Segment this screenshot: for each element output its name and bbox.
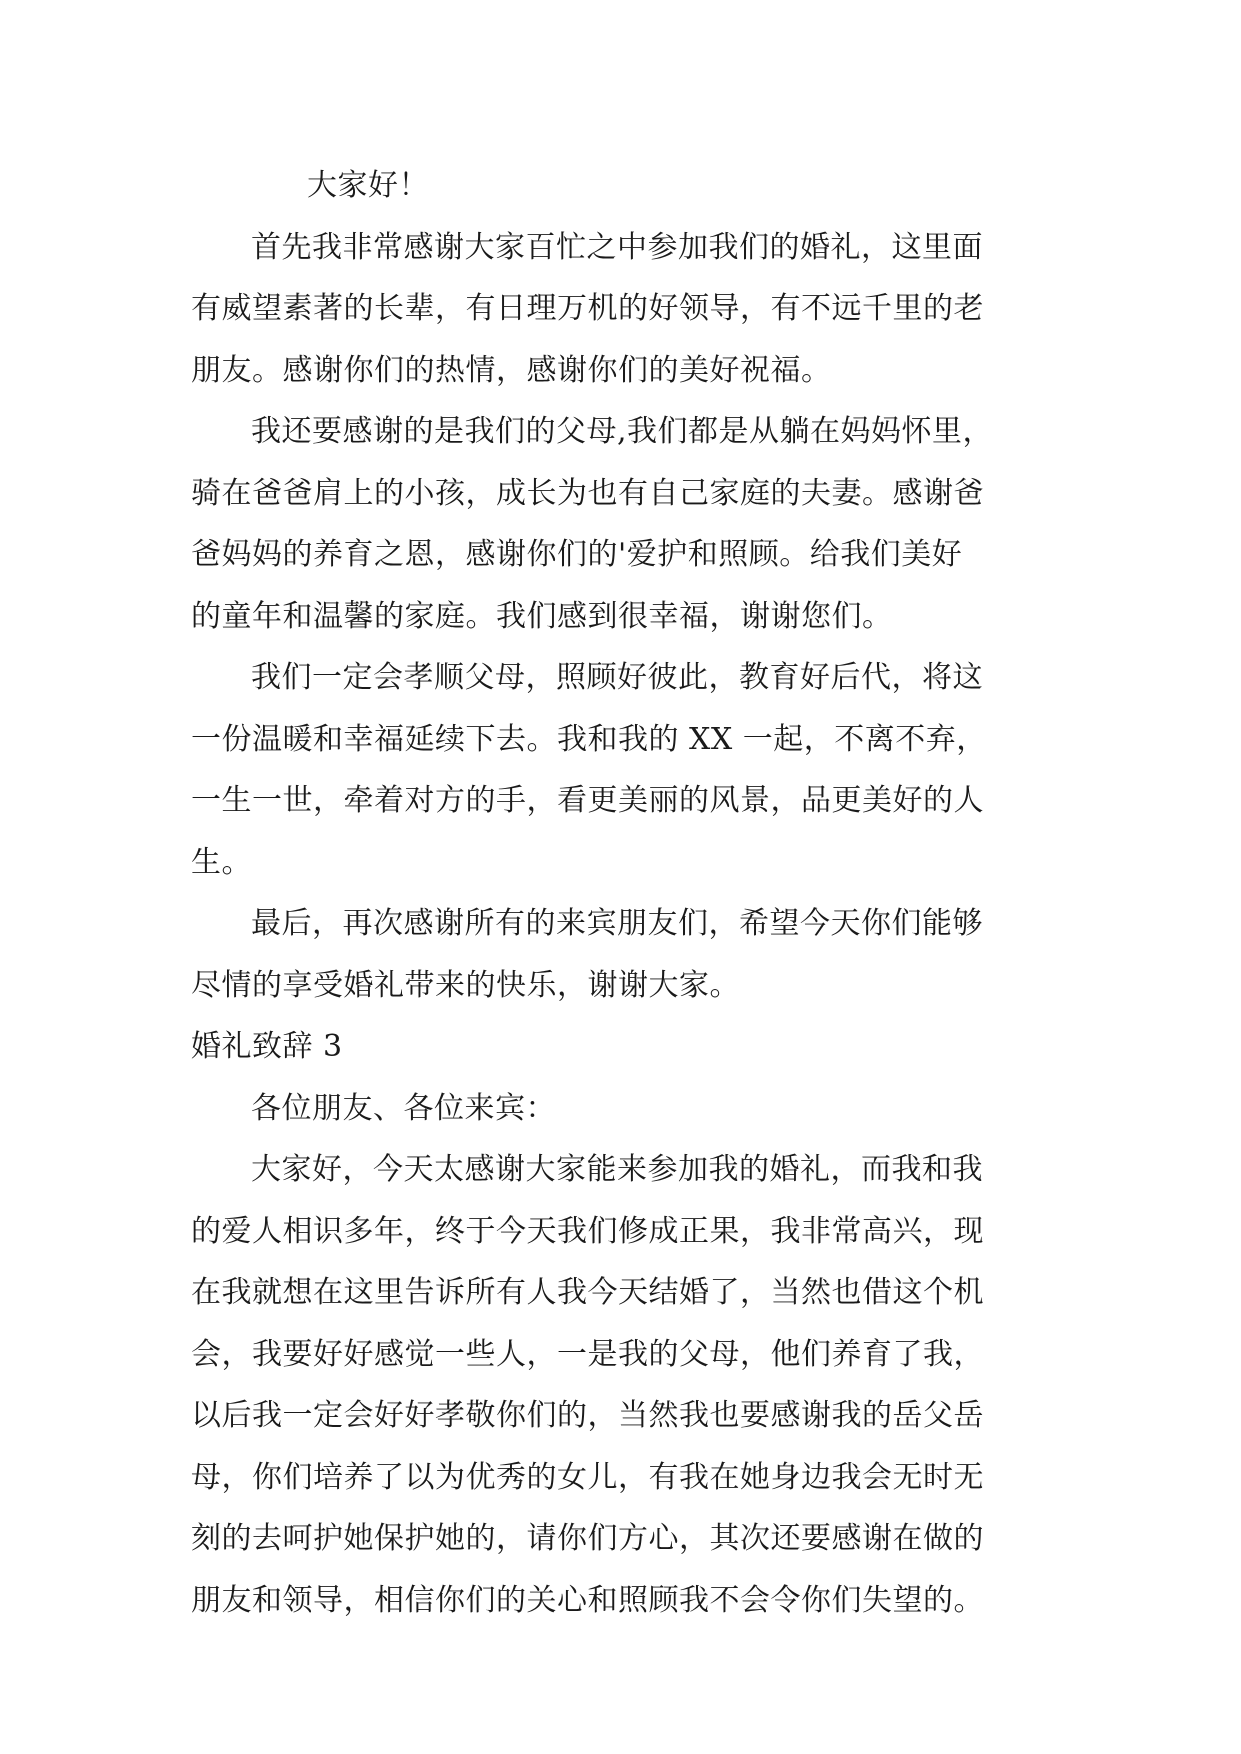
text-line: 朋友。感谢你们的热情，感谢你们的美好祝福。 bbox=[191, 352, 832, 388]
text-line: 的童年和温馨的家庭。我们感到很幸福，谢谢您们。 bbox=[191, 598, 893, 634]
text-line: 以后我一定会好好孝敬你们的，当然我也要感谢我的岳父岳 bbox=[191, 1398, 984, 1433]
text-line: 一生一世，牵着对方的手，看更美丽的风景，品更美好的人 bbox=[191, 783, 984, 818]
document-body bbox=[191, 155, 1071, 1631]
text-line: 首先我非常感谢大家百忙之中参加我们的婚礼，这里面 bbox=[251, 229, 983, 265]
text-line: 最后，再次感谢所有的来宾朋友们，希望今天你们能够 bbox=[251, 906, 983, 941]
text-line: 一份温暖和幸福延续下去。我和我的 XX 一起，不离不弃， bbox=[191, 721, 987, 757]
text-line: 我还要感谢的是我们的父母,我们都是从躺在妈妈怀里， bbox=[251, 414, 994, 449]
text-line: 刻的去呵护她保护她的，请你们方心，其次还要感谢在做的 bbox=[191, 1521, 984, 1556]
text-line: 母，你们培养了以为优秀的女儿，有我在她身边我会无时无 bbox=[191, 1459, 984, 1495]
text-line: 大家好，今天太感谢大家能来参加我的婚礼，而我和我 bbox=[251, 1152, 983, 1187]
text-line: 在我就想在这里告诉所有人我今天结婚了，当然也借这个机 bbox=[191, 1275, 984, 1310]
text-line: 大家好！ bbox=[307, 168, 429, 203]
text-line: 我们一定会孝顺父母，照顾好彼此，教育好后代，将这 bbox=[251, 660, 983, 695]
text-line: 朋友和领导，相信你们的关心和照顾我不会令你们失望的。 bbox=[191, 1582, 984, 1618]
section-heading: 婚礼致辞 3 bbox=[191, 1029, 343, 1064]
text-line: 尽情的享受婚礼带来的快乐，谢谢大家。 bbox=[191, 967, 740, 1003]
text-line: 骑在爸爸肩上的小孩，成长为也有自己家庭的夫妻。感谢爸 bbox=[191, 475, 984, 511]
text-line: 爸妈妈的养育之恩，感谢你们的'爱护和照顾。给我们美好 bbox=[191, 537, 963, 572]
greeting-line: 各位朋友、各位来宾： bbox=[251, 1090, 556, 1126]
text-line: 会，我要好好感觉一些人，一是我的父母，他们养育了我， bbox=[191, 1336, 984, 1372]
text-line: 有威望素著的长辈，有日理万机的好领导，有不远千里的老 bbox=[191, 291, 984, 326]
text-line: 生。 bbox=[191, 844, 252, 880]
text-line: 的爱人相识多年，终于今天我们修成正果，我非常高兴，现 bbox=[191, 1213, 984, 1249]
